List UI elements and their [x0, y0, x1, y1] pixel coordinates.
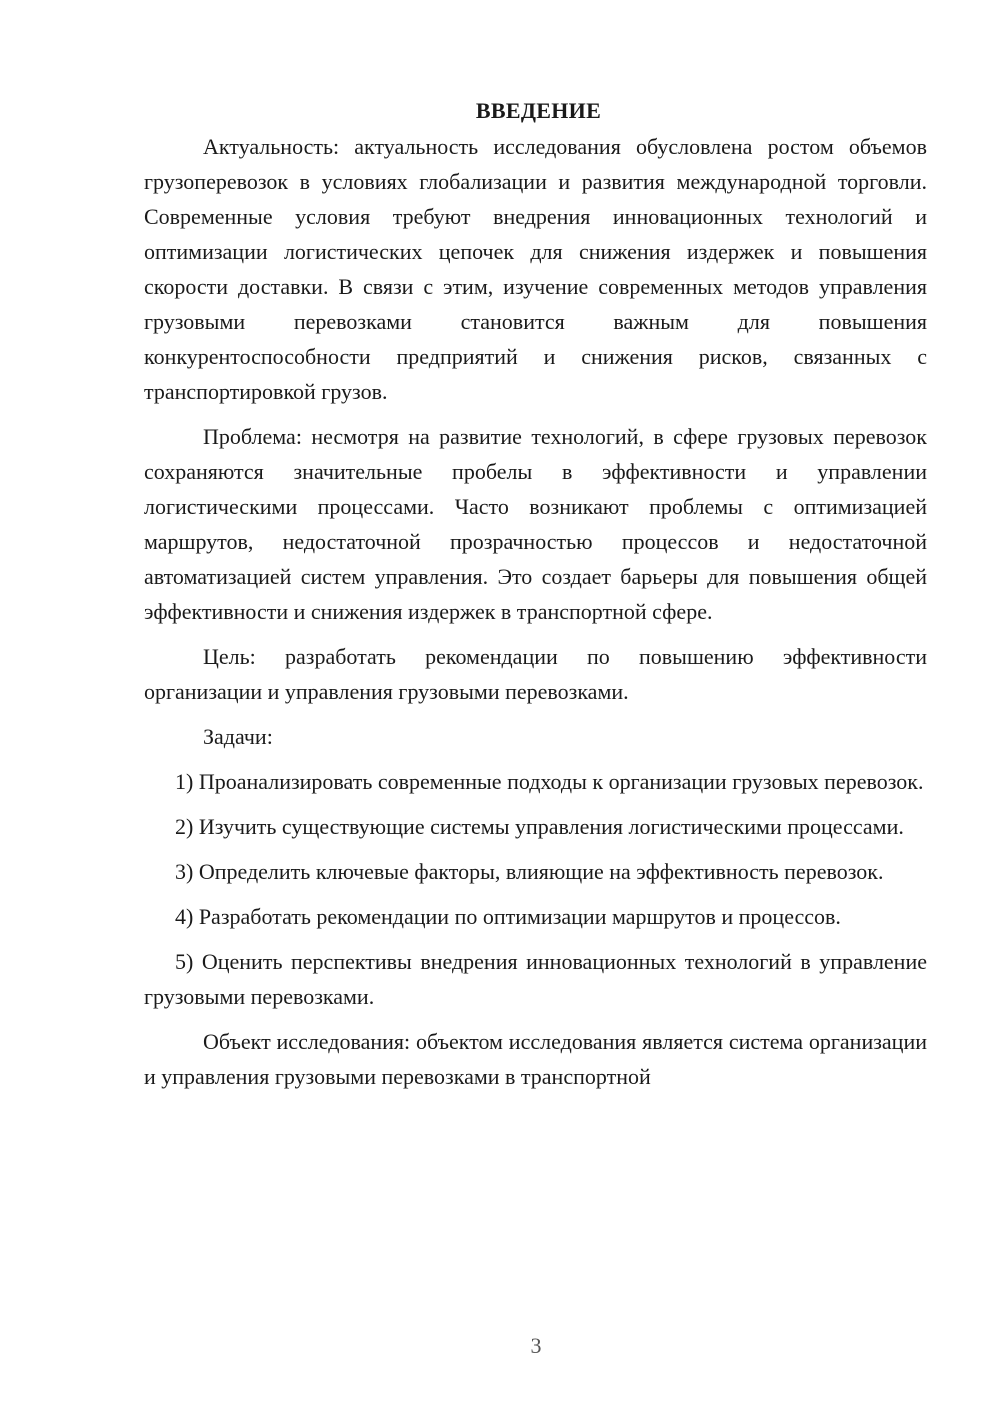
page-number: 3: [530, 1333, 542, 1358]
list-item: 3) Определить ключевые факторы, влияющие на эффективность перевозок.: [175, 859, 884, 884]
document-page: [144, 93, 927, 1104]
list-item: 5) Оценить перспективы внедрения инновационных технологий в управление грузовыми перевозками.: [144, 949, 927, 1009]
paragraph-goal: Цель: разработать рекомендации по повышению эффективности организации и управления грузовыми перевозками.: [144, 644, 927, 704]
list-item: 4) Разработать рекомендации по оптимизации маршрутов и процессов.: [175, 904, 841, 929]
paragraph-relevance: Актуальность: актуальность исследования обусловлена ростом объемов грузоперевозок в условиях глобализации и развития международной торговли. Современные условия требуют внедрения инновационных технологий и оптимизации логистических цепочек для снижения издержек и повышения скорости доставки. В связи с этим, изучение современных методов управления грузовыми перевозками становится важным для повышения конкурентоспособности предприятий и снижения рисков, связанных с транспортировкой грузов.: [144, 134, 927, 404]
tasks-list: [144, 764, 927, 1014]
paragraph-tasks-label: Задачи:: [203, 724, 273, 749]
list-item: 2) Изучить существующие системы управления логистическими процессами.: [175, 814, 904, 839]
section-heading: ВВЕДЕНИЕ: [475, 98, 602, 123]
paragraph-problem: Проблема: несмотря на развитие технологий, в сфере грузовых перевозок сохраняются значительные пробелы в эффективности и управлении логистическими процессами. Часто возникают проблемы с оптимизацией маршрутов, недостаточной прозрачностью процессов и недостаточной автоматизацией систем управления. Это создает барьеры для повышения общей эффективности и снижения издержек в транспортной сфере.: [144, 424, 927, 624]
paragraph-object: Объект исследования: объектом исследования является система организации и управления грузовыми перевозками в транспортной: [144, 1029, 927, 1089]
list-item: 1) Проанализировать современные подходы к организации грузовых перевозок.: [175, 769, 924, 794]
